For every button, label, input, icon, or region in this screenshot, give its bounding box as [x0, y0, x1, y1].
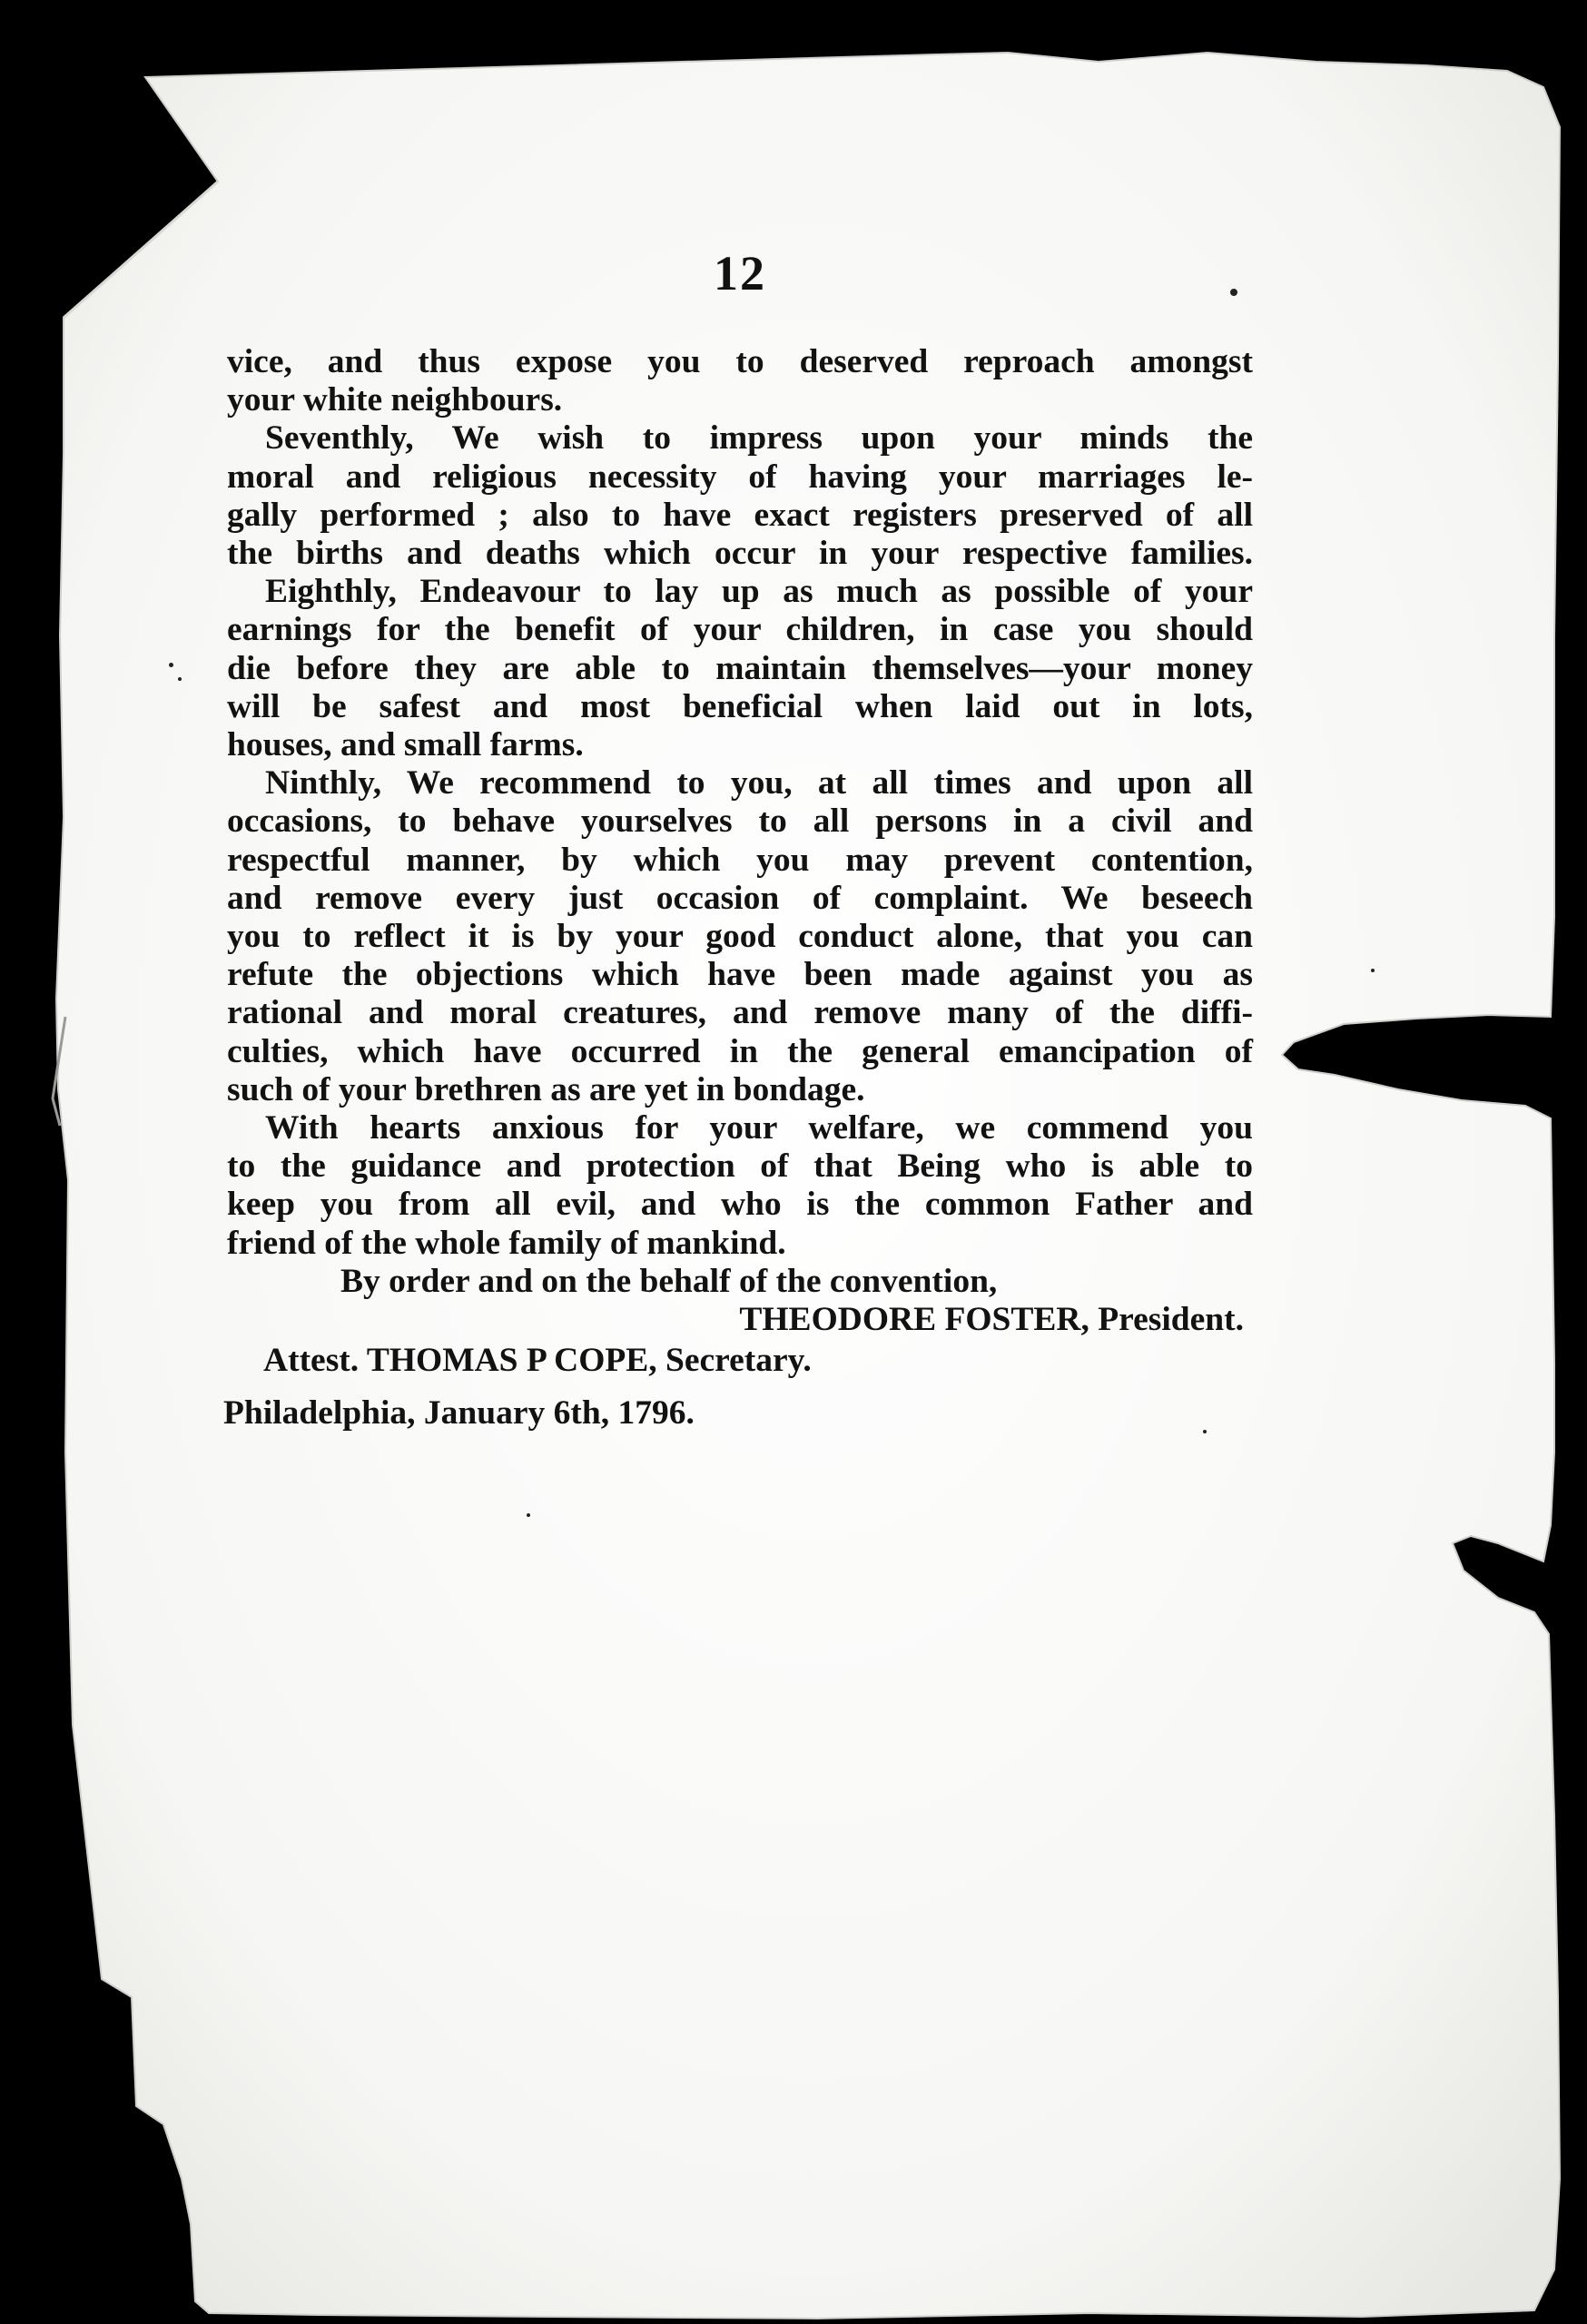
page-number: 12	[714, 246, 766, 300]
paragraph-seventhly: Seventhly, We wish to impress upon your minds the	[265, 419, 1253, 458]
text-line: your white neighbours.	[227, 381, 563, 419]
place-date: Philadelphia, January 6th, 1796.	[223, 1394, 695, 1433]
paragraph-eighthly: Eighthly, Endeavour to lay up as much as possible of your	[265, 573, 1253, 611]
text-line: gally performed ; also to have exact registers preserved of all	[227, 496, 1253, 534]
text-line: will be safest and most beneficial when laid out in lots,	[227, 687, 1253, 725]
text-line: rational and moral creatures, and remove many of the diffi-	[227, 994, 1253, 1032]
text-line: moral and religious necessity of having your marriages le-	[227, 458, 1253, 496]
president-signature: THEODORE FOSTER, President.	[739, 1301, 1244, 1339]
text-line: you to reflect it is by your good conduct alone, that you can	[227, 918, 1253, 956]
text-line: refute the objections which have been made against you as	[227, 956, 1253, 994]
text-line: friend of the whole family of mankind.	[227, 1224, 786, 1262]
body-text	[223, 343, 1253, 1433]
attest-line: Attest. THOMAS P COPE, Secretary.	[263, 1342, 812, 1380]
text-line: and remove every just occasion of complaint. We beseech	[227, 879, 1253, 917]
text-line: occasions, to behave yourselves to all persons in a civil and	[227, 803, 1253, 841]
text-line: such of your brethren as are yet in bondage.	[227, 1070, 865, 1108]
text-line: to the guidance and protection of that Being who is able to	[227, 1147, 1253, 1186]
paragraph-closing: With hearts anxious for your welfare, we commend you	[265, 1109, 1253, 1147]
text-line: keep you from all evil, and who is the common Father and	[227, 1186, 1253, 1224]
closing-line: By order and on the behalf of the convention,	[340, 1262, 998, 1300]
text-line: die before they are able to maintain themselves—your money	[227, 649, 1253, 687]
text-line: earnings for the benefit of your children, in case you should	[227, 611, 1253, 649]
paragraph-ninthly: Ninthly, We recommend to you, at all times and upon all	[265, 764, 1253, 803]
text-line: culties, which have occurred in the general emancipation of	[227, 1032, 1253, 1070]
text-line: the births and deaths which occur in your respective families.	[227, 535, 1253, 573]
text-line: respectful manner, by which you may prevent contention,	[227, 841, 1253, 879]
text-line: houses, and small farms.	[227, 726, 584, 764]
text-line: vice, and thus expose you to deserved reproach amongst	[227, 343, 1253, 380]
